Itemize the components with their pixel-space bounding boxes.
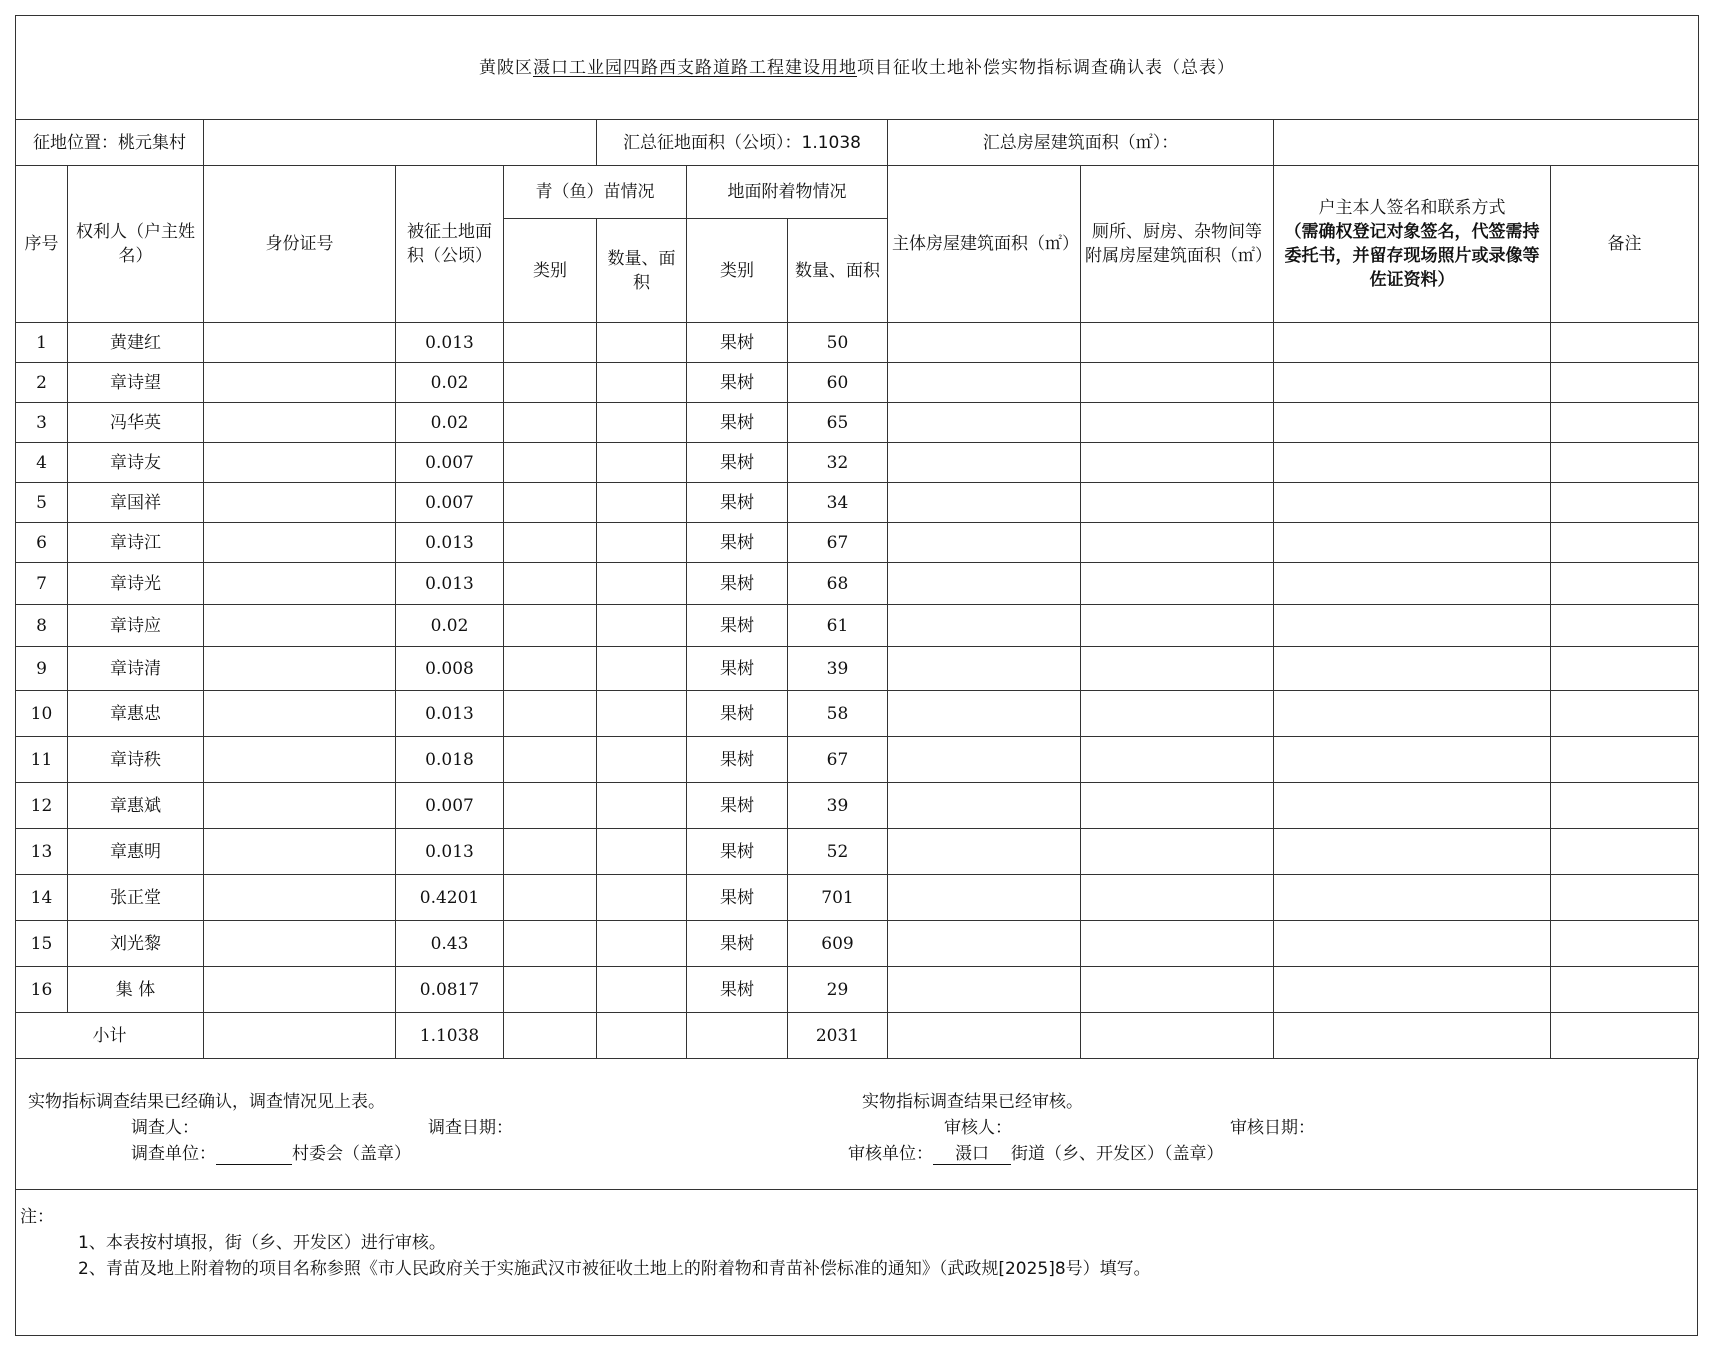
header-attachment-category: 类别 xyxy=(687,219,788,323)
row-id-number xyxy=(204,691,396,737)
row-seq: 10 xyxy=(16,691,68,737)
row-main-house xyxy=(888,605,1081,647)
row-signature xyxy=(1274,921,1551,967)
row-remark xyxy=(1551,363,1699,403)
row-id-number xyxy=(204,563,396,605)
total-area-value: 1.1038 xyxy=(801,132,861,153)
row-land-area: 0.007 xyxy=(396,443,504,483)
row-land-area: 0.008 xyxy=(396,647,504,691)
row-attachment-qty: 609 xyxy=(788,921,888,967)
table-row xyxy=(16,523,1699,563)
row-land-area: 0.007 xyxy=(396,483,504,523)
row-seq: 16 xyxy=(16,967,68,1013)
row-main-house xyxy=(888,323,1081,363)
row-remark xyxy=(1551,647,1699,691)
row-owner: 章国祥 xyxy=(68,483,204,523)
row-seedling-qty xyxy=(597,967,687,1013)
row-owner: 冯华英 xyxy=(68,403,204,443)
total-house-value xyxy=(1274,120,1699,166)
row-aux-house xyxy=(1081,483,1274,523)
row-land-area: 0.013 xyxy=(396,563,504,605)
row-attachment-category: 果树 xyxy=(687,483,788,523)
row-seedling-category xyxy=(504,605,597,647)
header-owner: 权利人（户主姓名） xyxy=(68,166,204,323)
row-attachment-qty: 50 xyxy=(788,323,888,363)
row-seedling-category xyxy=(504,647,597,691)
table-row xyxy=(16,921,1699,967)
title-prefix: 黄陂区 xyxy=(479,57,533,78)
row-attachment-qty: 67 xyxy=(788,737,888,783)
notes-section xyxy=(16,1190,1697,1335)
row-attachment-qty: 58 xyxy=(788,691,888,737)
header-attachment-qty: 数量、面积 xyxy=(788,219,888,323)
row-main-house xyxy=(888,523,1081,563)
row-aux-house xyxy=(1081,829,1274,875)
table-row xyxy=(16,605,1699,647)
row-aux-house xyxy=(1081,363,1274,403)
signature-note: （需确权登记对象签名，代签需持委托书，并留存现场照片或录像等佐证资料） xyxy=(1284,222,1540,290)
row-attachment-qty: 32 xyxy=(788,443,888,483)
row-seedling-qty xyxy=(597,875,687,921)
header-attachment: 地面附着物情况 xyxy=(687,166,888,219)
info-row xyxy=(16,120,1699,166)
row-main-house xyxy=(888,829,1081,875)
row-land-area: 0.007 xyxy=(396,783,504,829)
row-seq: 15 xyxy=(16,921,68,967)
subtotal-aux-house xyxy=(1081,1013,1274,1059)
row-attachment-qty: 29 xyxy=(788,967,888,1013)
row-owner: 章诗清 xyxy=(68,647,204,691)
row-remark xyxy=(1551,443,1699,483)
row-main-house xyxy=(888,967,1081,1013)
header-seedling-category: 类别 xyxy=(504,219,597,323)
row-seedling-qty xyxy=(597,323,687,363)
row-aux-house xyxy=(1081,691,1274,737)
row-owner: 刘光黎 xyxy=(68,921,204,967)
info-blank xyxy=(204,120,597,166)
footer xyxy=(15,1059,1698,1336)
row-owner: 章惠明 xyxy=(68,829,204,875)
row-main-house xyxy=(888,783,1081,829)
row-seedling-category xyxy=(504,691,597,737)
table-row xyxy=(16,737,1699,783)
note-item-1: 1、本表按村填报，街（乡、开发区）进行审核。 xyxy=(78,1233,446,1253)
subtotal-land-area: 1.1038 xyxy=(396,1013,504,1059)
row-owner: 章惠忠 xyxy=(68,691,204,737)
row-seedling-category xyxy=(504,875,597,921)
row-attachment-category: 果树 xyxy=(687,523,788,563)
row-id-number xyxy=(204,737,396,783)
row-seedling-qty xyxy=(597,523,687,563)
row-seq: 8 xyxy=(16,605,68,647)
subtotal-signature xyxy=(1274,1013,1551,1059)
row-attachment-qty: 39 xyxy=(788,783,888,829)
row-signature xyxy=(1274,691,1551,737)
row-aux-house xyxy=(1081,523,1274,563)
row-aux-house xyxy=(1081,921,1274,967)
review-unit-value: 滠口 xyxy=(933,1139,1011,1165)
row-seq: 11 xyxy=(16,737,68,783)
table-row xyxy=(16,647,1699,691)
row-attachment-category: 果树 xyxy=(687,737,788,783)
row-attachment-category: 果树 xyxy=(687,563,788,605)
subtotal-seedling-qty xyxy=(597,1013,687,1059)
row-signature xyxy=(1274,829,1551,875)
row-signature xyxy=(1274,443,1551,483)
note-item-2: 2、青苗及地上附着物的项目名称参照《市人民政府关于实施武汉市被征收土地上的附着物和青苗补偿标准的通知》（武政规[2025]8号）填写。 xyxy=(78,1259,1151,1279)
row-seedling-qty xyxy=(597,605,687,647)
row-aux-house xyxy=(1081,875,1274,921)
row-attachment-qty: 68 xyxy=(788,563,888,605)
total-house-cell xyxy=(888,120,1274,166)
row-remark xyxy=(1551,605,1699,647)
row-land-area: 0.0817 xyxy=(396,967,504,1013)
subtotal-attachment-category xyxy=(687,1013,788,1059)
row-owner: 章诗望 xyxy=(68,363,204,403)
table-row xyxy=(16,691,1699,737)
row-attachment-category: 果树 xyxy=(687,967,788,1013)
table-row xyxy=(16,323,1699,363)
row-remark xyxy=(1551,921,1699,967)
subtotal-remark xyxy=(1551,1013,1699,1059)
row-signature xyxy=(1274,783,1551,829)
header-signature xyxy=(1274,166,1551,323)
row-signature xyxy=(1274,483,1551,523)
row-seq: 12 xyxy=(16,783,68,829)
table-row xyxy=(16,875,1699,921)
row-id-number xyxy=(204,875,396,921)
review-unit-label: 审核单位： xyxy=(848,1144,933,1164)
row-land-area: 0.02 xyxy=(396,363,504,403)
row-seq: 5 xyxy=(16,483,68,523)
row-aux-house xyxy=(1081,737,1274,783)
header-seedling: 青（鱼）苗情况 xyxy=(504,166,687,219)
row-main-house xyxy=(888,483,1081,523)
row-seedling-category xyxy=(504,443,597,483)
location-value: 桃元集村 xyxy=(118,132,186,153)
row-attachment-qty: 60 xyxy=(788,363,888,403)
row-id-number xyxy=(204,605,396,647)
row-remark xyxy=(1551,691,1699,737)
header-main-house: 主体房屋建筑面积（㎡） xyxy=(888,166,1081,323)
signature-title: 户主本人签名和联系方式 xyxy=(1318,198,1506,218)
row-seedling-category xyxy=(504,323,597,363)
row-remark xyxy=(1551,967,1699,1013)
row-signature xyxy=(1274,967,1551,1013)
row-aux-house xyxy=(1081,563,1274,605)
row-main-house xyxy=(888,647,1081,691)
total-house-label: 汇总房屋建筑面积（㎡）： xyxy=(982,132,1179,153)
row-land-area: 0.013 xyxy=(396,829,504,875)
row-seq: 13 xyxy=(16,829,68,875)
header-aux-house: 厕所、厨房、杂物间等附属房屋建筑面积（㎡） xyxy=(1081,166,1274,323)
investigate-unit-label: 调查单位： xyxy=(131,1144,216,1164)
title-suffix: 项目征收土地补偿实物指标调查确认表（总表） xyxy=(857,57,1235,78)
row-signature xyxy=(1274,523,1551,563)
subtotal-main-house xyxy=(888,1013,1081,1059)
table-row xyxy=(16,829,1699,875)
subtotal-seedling-category xyxy=(504,1013,597,1059)
row-signature xyxy=(1274,323,1551,363)
row-signature xyxy=(1274,363,1551,403)
row-seedling-qty xyxy=(597,443,687,483)
row-signature xyxy=(1274,737,1551,783)
subtotal-id-blank xyxy=(204,1013,396,1059)
row-seq: 7 xyxy=(16,563,68,605)
row-seedling-qty xyxy=(597,783,687,829)
row-id-number xyxy=(204,647,396,691)
row-attachment-qty: 701 xyxy=(788,875,888,921)
row-remark xyxy=(1551,875,1699,921)
row-attachment-qty: 65 xyxy=(788,403,888,443)
row-seedling-qty xyxy=(597,691,687,737)
table-row xyxy=(16,443,1699,483)
row-attachment-qty: 52 xyxy=(788,829,888,875)
row-remark xyxy=(1551,323,1699,363)
investigate-date-label: 调查日期： xyxy=(428,1118,513,1138)
village-committee-seal: 村委会（盖章） xyxy=(292,1144,411,1164)
row-main-house xyxy=(888,403,1081,443)
table-row xyxy=(16,967,1699,1013)
row-aux-house xyxy=(1081,783,1274,829)
investigator-label: 调查人： xyxy=(131,1118,199,1138)
row-id-number xyxy=(204,483,396,523)
row-owner: 章诗应 xyxy=(68,605,204,647)
row-attachment-category: 果树 xyxy=(687,875,788,921)
row-land-area: 0.4201 xyxy=(396,875,504,921)
row-land-area: 0.43 xyxy=(396,921,504,967)
row-attachment-qty: 67 xyxy=(788,523,888,563)
header-seq: 序号 xyxy=(16,166,68,323)
row-seq: 14 xyxy=(16,875,68,921)
review-statement: 实物指标调查结果已经审核。 xyxy=(862,1092,1083,1112)
row-seedling-category xyxy=(504,483,597,523)
row-seedling-category xyxy=(504,403,597,443)
location-label: 征地位置： xyxy=(33,132,118,153)
survey-confirm-statement: 实物指标调查结果已经确认，调查情况见上表。 xyxy=(28,1092,385,1112)
row-main-house xyxy=(888,691,1081,737)
row-owner: 张正堂 xyxy=(68,875,204,921)
header-remark: 备注 xyxy=(1551,166,1699,323)
header-id-number: 身份证号 xyxy=(204,166,396,323)
row-owner: 章诗秩 xyxy=(68,737,204,783)
header-land-area: 被征土地面积（公顷） xyxy=(396,166,504,323)
row-seedling-qty xyxy=(597,363,687,403)
row-aux-house xyxy=(1081,443,1274,483)
row-attachment-category: 果树 xyxy=(687,921,788,967)
header-row-1 xyxy=(16,166,1699,219)
row-attachment-category: 果树 xyxy=(687,783,788,829)
row-seedling-category xyxy=(504,921,597,967)
row-land-area: 0.018 xyxy=(396,737,504,783)
row-aux-house xyxy=(1081,647,1274,691)
row-id-number xyxy=(204,783,396,829)
row-seedling-category xyxy=(504,967,597,1013)
row-remark xyxy=(1551,783,1699,829)
row-remark xyxy=(1551,737,1699,783)
row-land-area: 0.013 xyxy=(396,523,504,563)
row-main-house xyxy=(888,443,1081,483)
row-id-number xyxy=(204,363,396,403)
row-seedling-qty xyxy=(597,403,687,443)
row-attachment-category: 果树 xyxy=(687,323,788,363)
row-seedling-category xyxy=(504,563,597,605)
row-signature xyxy=(1274,605,1551,647)
page-title xyxy=(16,16,1699,120)
row-id-number xyxy=(204,403,396,443)
row-land-area: 0.02 xyxy=(396,403,504,443)
row-seedling-qty xyxy=(597,483,687,523)
row-attachment-category: 果树 xyxy=(687,403,788,443)
data-rows xyxy=(16,323,1699,1013)
reviewer-label: 审核人： xyxy=(944,1118,1012,1138)
row-seq: 2 xyxy=(16,363,68,403)
row-remark xyxy=(1551,523,1699,563)
row-owner: 集 体 xyxy=(68,967,204,1013)
row-id-number xyxy=(204,443,396,483)
row-seq: 9 xyxy=(16,647,68,691)
row-seedling-qty xyxy=(597,563,687,605)
row-id-number xyxy=(204,523,396,563)
row-seedling-qty xyxy=(597,737,687,783)
row-attachment-category: 果树 xyxy=(687,647,788,691)
row-seq: 6 xyxy=(16,523,68,563)
location-cell xyxy=(16,120,204,166)
row-attachment-category: 果树 xyxy=(687,691,788,737)
subtotal-attachment-qty: 2031 xyxy=(788,1013,888,1059)
row-aux-house xyxy=(1081,403,1274,443)
row-seedling-category xyxy=(504,783,597,829)
row-main-house xyxy=(888,737,1081,783)
survey-table xyxy=(15,15,1699,1059)
row-attachment-category: 果树 xyxy=(687,605,788,647)
notes-label: 注： xyxy=(20,1207,54,1227)
total-area-cell xyxy=(597,120,888,166)
row-aux-house xyxy=(1081,605,1274,647)
street-seal: 街道（乡、开发区）（盖章） xyxy=(1011,1144,1224,1164)
confirmation-sheet xyxy=(15,15,1698,1333)
row-attachment-qty: 39 xyxy=(788,647,888,691)
row-aux-house xyxy=(1081,967,1274,1013)
review-date-label: 审核日期： xyxy=(1230,1118,1315,1138)
row-seq: 4 xyxy=(16,443,68,483)
row-land-area: 0.02 xyxy=(396,605,504,647)
row-seedling-category xyxy=(504,363,597,403)
investigate-unit-blank xyxy=(216,1144,292,1165)
row-signature xyxy=(1274,647,1551,691)
row-aux-house xyxy=(1081,323,1274,363)
row-land-area: 0.013 xyxy=(396,691,504,737)
row-seq: 3 xyxy=(16,403,68,443)
row-attachment-qty: 34 xyxy=(788,483,888,523)
row-signature xyxy=(1274,563,1551,605)
row-main-house xyxy=(888,921,1081,967)
row-remark xyxy=(1551,483,1699,523)
row-id-number xyxy=(204,829,396,875)
row-id-number xyxy=(204,967,396,1013)
row-remark xyxy=(1551,403,1699,443)
row-seedling-category xyxy=(504,737,597,783)
row-owner: 章诗友 xyxy=(68,443,204,483)
row-seedling-category xyxy=(504,829,597,875)
table-row xyxy=(16,483,1699,523)
row-owner: 章诗光 xyxy=(68,563,204,605)
row-owner: 章惠斌 xyxy=(68,783,204,829)
total-area-label: 汇总征地面积（公顷）： xyxy=(623,132,802,153)
row-remark xyxy=(1551,563,1699,605)
row-land-area: 0.013 xyxy=(396,323,504,363)
row-id-number xyxy=(204,921,396,967)
table-row xyxy=(16,783,1699,829)
row-seq: 1 xyxy=(16,323,68,363)
investigate-unit-line xyxy=(131,1139,411,1165)
row-attachment-category: 果树 xyxy=(687,363,788,403)
table-row xyxy=(16,403,1699,443)
header-seedling-qty: 数量、面积 xyxy=(597,219,687,323)
row-seedling-category xyxy=(504,523,597,563)
title-project-name: 滠口工业园四路西支路道路工程建设用地 xyxy=(533,57,857,78)
review-unit-line xyxy=(848,1139,1224,1165)
table-row xyxy=(16,563,1699,605)
confirmation-section xyxy=(16,1059,1697,1190)
subtotal-row xyxy=(16,1013,1699,1059)
row-attachment-category: 果树 xyxy=(687,829,788,875)
row-seedling-qty xyxy=(597,647,687,691)
table-row xyxy=(16,363,1699,403)
subtotal-label: 小计 xyxy=(16,1013,204,1059)
row-seedling-qty xyxy=(597,921,687,967)
row-signature xyxy=(1274,403,1551,443)
row-signature xyxy=(1274,875,1551,921)
row-attachment-category: 果树 xyxy=(687,443,788,483)
row-owner: 黄建红 xyxy=(68,323,204,363)
row-main-house xyxy=(888,875,1081,921)
row-attachment-qty: 61 xyxy=(788,605,888,647)
row-main-house xyxy=(888,563,1081,605)
row-owner: 章诗江 xyxy=(68,523,204,563)
row-remark xyxy=(1551,829,1699,875)
row-main-house xyxy=(888,363,1081,403)
row-seedling-qty xyxy=(597,829,687,875)
row-id-number xyxy=(204,323,396,363)
